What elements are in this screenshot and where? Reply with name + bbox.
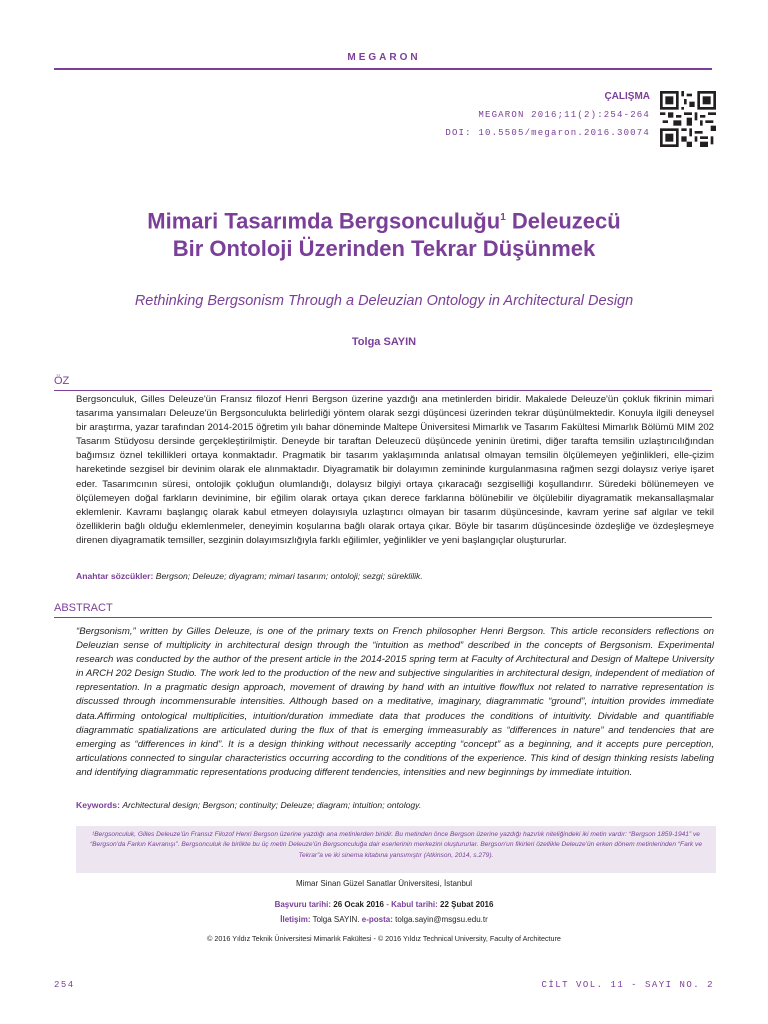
oz-text: Bergsonculuk, Gilles Deleuze'ün Fransız filozof Henri Bergson üzerine yazdığı ana metinlerden biridir. Makalede Deleuze'ün çokluk fikrinin mimari tasarıma yansımaları Deleuze'ün Bergsonculukta belirlediği yöntem olarak sezgi düşüncesi üzerinden tekrar düşünülmektedir. Konuyla ilgili deneysel bir araştırma, yazar tarafından 2014-2015 öğretim yılı bahar döneminde Maltepe Üniversitesi Mimarlık ve Tasarım Fakültesi Mimarlık Bölümü MIM 202 Tasarım Stüdyosu dersinde gerçekleştirilmiştir. Deneyde bir taraftan Deleuzecü düşüncede yeninin üretimi, diğer tarafta temsilin uzlaştırıcılığından bağımsız öznel tekillikleri ortaya konmaktadır. Pragmatik bir tasarım yaklaşımında anlatısal olmayan temsilin ölçülemeyen yeğinlikleri, elle-çizim hareketinde sezgisel bir devinim olarak ele alınmaktadır. Diyagramatik bir dolayımın zemininde kurgulanmasına rağmen sezgi dolaysız veriye işaret eder. Tasarımcının süresi, ontolojik çokluğun olumlandığı, dolaysız bilgiyi ortaya çıkaracağı sezgiselliği koşullandırır. Süredeki bölünemeyen ve ölçülemeyen doğal farkların devinimine, bir eğilim olarak ortaya çıkan derece farklarına bölünebilir ve ölçülebilir diyagramatik mekansallaşmalar eklemlenir. Kavramı başlangıç olarak kabul etmeyen dolayısıyla uzlaştırıcı olmayan bir tasarım düşüncesinde, kavram yerine saf algılar ve tekil özelliklerin bağlı olduğu eklemlenmeler, deneyimin koşularına bağlı olarak ortaya çıkar. Böyle bir tasarım düşüncesinde özdeşliğe ve özdeşleşmeye direnen diyagramatik temsiller, sezginin dolayımsızlığıyla farklı eğilimler, yeğinlikler ve yeni başlangıçlar oluştururlar. xyxy=(76,394,714,546)
title-line-1: Mimari Tasarımda Bergsonculuğu xyxy=(147,208,501,234)
article-type: ÇALIŞMA xyxy=(604,91,650,102)
author-name: Tolga SAYIN xyxy=(351,336,417,348)
copyright: © 2016 Yıldız Teknik Üniversitesi Mimarlık Fakültesi - © 2016 Yıldız Technical University, Faculty of Architecture xyxy=(207,934,561,943)
volume-issue: CİLT VOL. 11 - SAYI NO. 2 xyxy=(541,980,714,990)
dates-line xyxy=(0,900,768,909)
dates-separator: - xyxy=(386,900,389,909)
footnote-text: ¹Bergsonculuk, Gilles Deleuze'ün Fransız Filozof Henri Bergson üzerine yazdığı ana metinlerden biridir. Bu metinden önce Bergson üzerine yazdığı hazırlık niteliğindeki iki metin vardır: “Bergson 1859-1941” ve “Bergson'da Farkın Kavranışı”. Bergsonculuk ile birlikte bu üç metin Deleuze'ün Bergsonculuğa dair eserlerinin merkezini oluştururlar. Bergson'un fikirleri özellikle Deleuze'ün erken dönem metinlerinden “Fark ve Tekrar”a ve iki sinema kitabına yansımıştır (Atkinson, 2014, s.279). xyxy=(89,831,703,859)
oz-keywords-label: Anahtar sözcükler: xyxy=(76,571,154,581)
oz-rule xyxy=(54,390,712,391)
abstract-keywords-label: Keywords: xyxy=(76,800,120,810)
abstract-keywords xyxy=(76,800,714,810)
accepted-label: Kabul tarihi: xyxy=(391,900,438,909)
received-date: 26 Ocak 2016 xyxy=(333,900,384,909)
title-line-2: Bir Ontoloji Üzerinden Tekrar Düşünmek xyxy=(172,236,596,262)
email-label: e-posta: xyxy=(361,915,393,924)
accepted-date: 22 Şubat 2016 xyxy=(440,900,494,909)
abstract-keywords-values: Architectural design; Bergson; continuity; Deleuze; diagram; intuition; ontology. xyxy=(122,800,422,810)
page-number: 254 xyxy=(54,980,75,990)
abstract-text: “Bergsonism,” written by Gilles Deleuze, is one of the primary texts on French philosopher Henri Bergson. This article reconsiders reflections on Deleuzian sense of multiplicity in architectural design through the “intuition as method” described in the concepts of Bergsonism. Experimental research was conducted by the author of the present article in the 2014-2015 spring term at Faculty of Architectural and Design of Maltepe University in ARCH 202 Design Studio. The work led to the production of the new and subjective singularities in architectural design, independent of mediation of representation. In a pragmatic design approach, movement of drawing by hand with an intuitive flow/flux not related to narrative representation is discussed through incommensurable intensities. Although based on a meditative, imaginary, diagrammatic “ground”, intuition provides immediate data.Affirming ontological multiplicities, intuition/duration immediate data that produces the conditions of intuitivity. Dividable and quantifiable diagrammatic spatializations are articulated during the flux of that is emerging immeasurably as “differences in nature” and tendencies that are emerging as “differences in kind”. It is a design thinking without necessarily accepting “concept” as a beginning, and it accepts pure perception, articulations connected to singular characteristics occurring according to the conditions of the experience. This kind of design thinking resists labeling and identifying diagrammatic representations producing different tendencies, intensities and new beginnings by immediate intuition. xyxy=(76,626,714,778)
abstract-rule xyxy=(54,617,712,618)
header-rule xyxy=(54,68,712,70)
contact-name: Tolga SAYIN. xyxy=(312,915,360,924)
journal-brand: MEGARON xyxy=(347,52,421,63)
citation: MEGARON 2016;11(2):254-264 xyxy=(478,110,650,120)
article-subtitle: Rethinking Bergsonism Through a Deleuzian Ontology in Architectural Design xyxy=(134,293,634,309)
oz-keywords-values: Bergson; Deleuze; diyagram; mimari tasarım; ontoloji; sezgi; süreklilik. xyxy=(155,571,423,581)
received-label: Başvuru tarihi: xyxy=(274,900,332,909)
oz-keywords xyxy=(76,571,714,581)
oz-label: ÖZ xyxy=(54,375,70,387)
email-link[interactable]: tolga.sayin@msgsu.edu.tr xyxy=(395,915,488,924)
contact-label: İletişim: xyxy=(280,915,311,924)
title-footnote-ref[interactable]: 1 xyxy=(500,212,506,223)
article-meta xyxy=(445,91,650,138)
article-title xyxy=(40,204,728,263)
abstract-label: ABSTRACT xyxy=(54,602,113,614)
contact-line xyxy=(0,915,768,924)
doi-link[interactable]: DOI: 10.5505/megaron.2016.30074 xyxy=(445,128,650,138)
qr-code-icon xyxy=(660,91,716,147)
title-line-1-end: Deleuzecü xyxy=(505,208,621,234)
institution: Mimar Sinan Güzel Sanatlar Üniversitesi, İstanbul xyxy=(295,879,473,888)
